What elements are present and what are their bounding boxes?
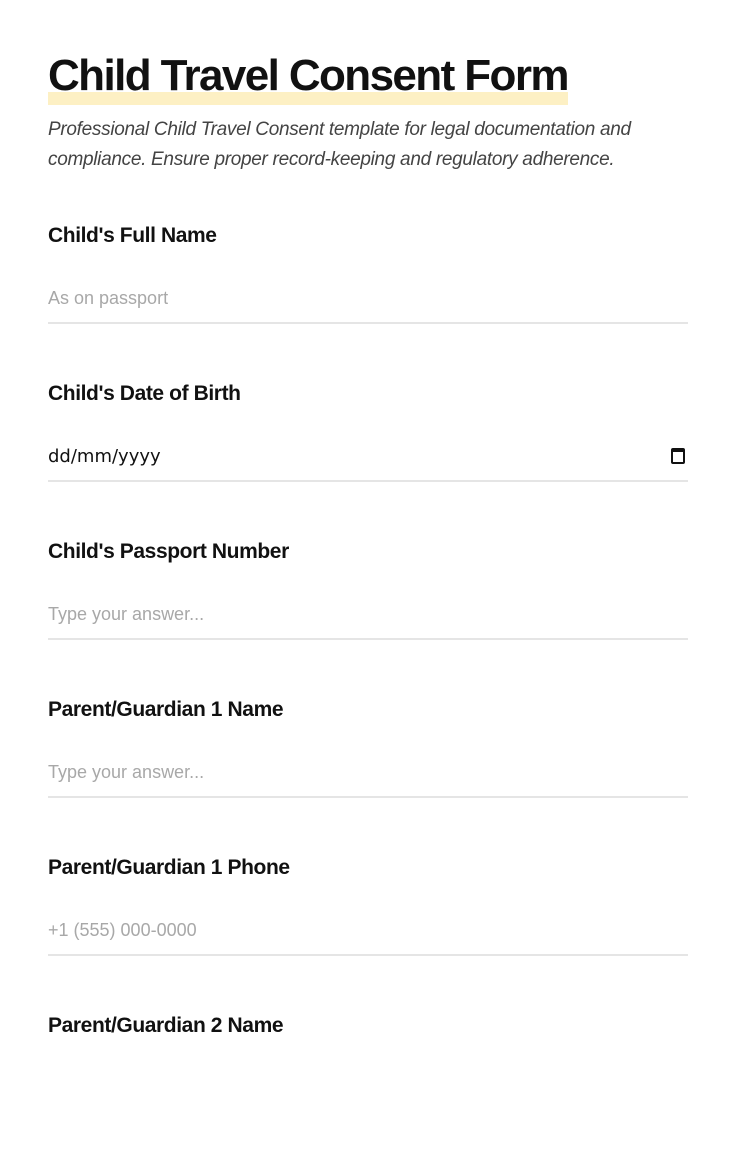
- page-title: Child Travel Consent Form: [48, 50, 568, 106]
- field-label: Child's Passport Number: [48, 540, 289, 563]
- field-label: Parent/Guardian 1 Phone: [48, 856, 290, 879]
- field-guardian-1-name: [48, 698, 688, 856]
- field-child-dob: [48, 382, 688, 540]
- field-guardian-1-phone: [48, 856, 688, 1014]
- field-label: Parent/Guardian 2 Name: [48, 1014, 284, 1037]
- child-passport-number-input[interactable]: [48, 596, 688, 640]
- child-dob-input[interactable]: [48, 438, 688, 482]
- page-subtitle: Professional Child Travel Consent template for legal documentation and compliance. Ensure proper record-keeping and regulatory adherence.: [48, 119, 631, 170]
- consent-form: [48, 224, 688, 1172]
- guardian-1-phone-input[interactable]: [48, 912, 688, 956]
- field-child-passport-number: [48, 540, 688, 698]
- calendar-icon[interactable]: [671, 448, 685, 464]
- field-label: Child's Full Name: [48, 224, 217, 247]
- field-guardian-2-name: [48, 1014, 688, 1172]
- field-label: Parent/Guardian 1 Name: [48, 698, 284, 721]
- date-value: dd/mm/yyyy: [48, 445, 161, 467]
- field-label: Child's Date of Birth: [48, 382, 241, 405]
- guardian-1-name-input[interactable]: [48, 754, 688, 798]
- field-child-full-name: [48, 224, 688, 382]
- child-full-name-input[interactable]: [48, 280, 688, 324]
